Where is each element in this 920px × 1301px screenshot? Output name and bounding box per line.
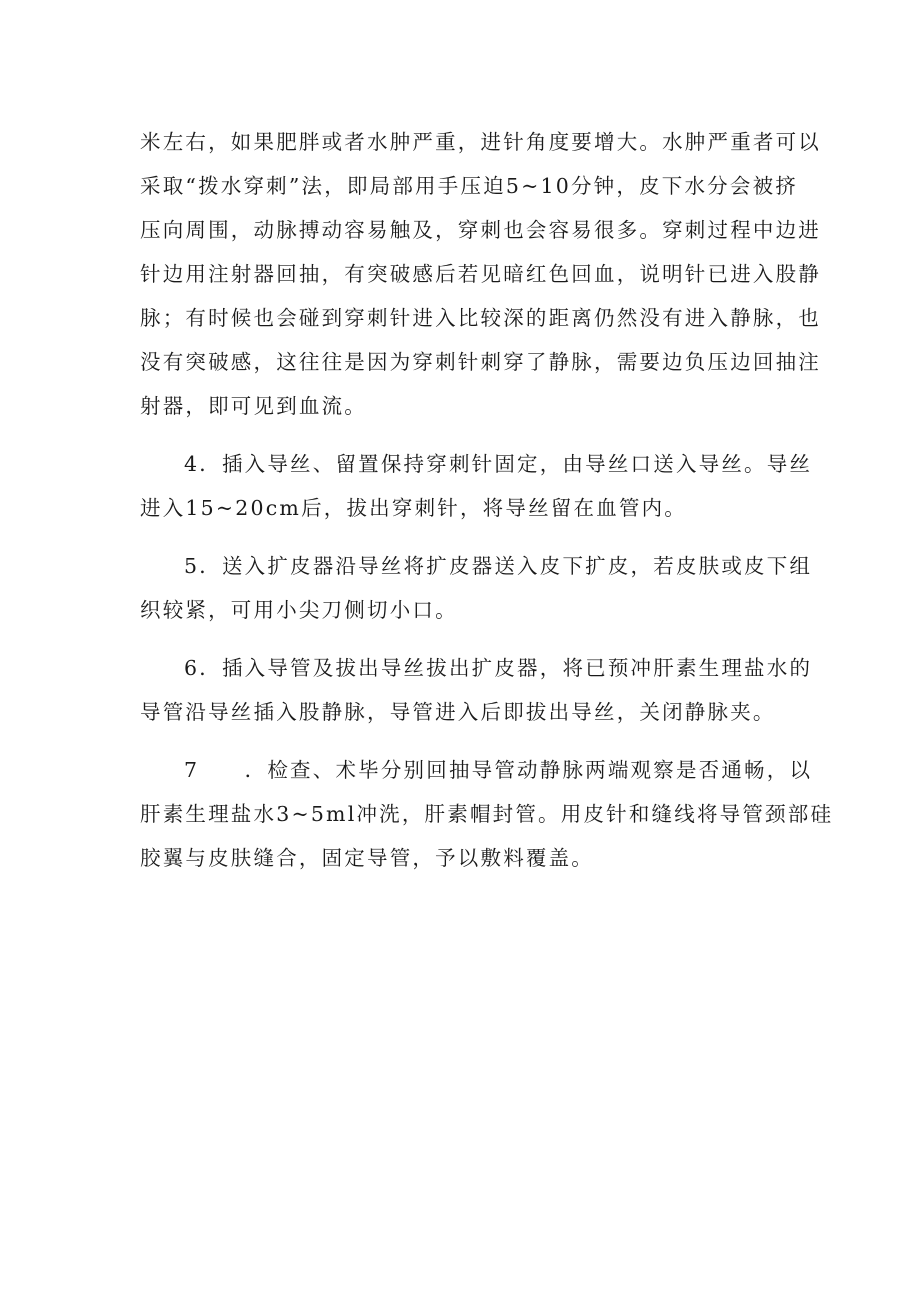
paragraph-gap (140, 530, 785, 544)
paragraph-gap (140, 734, 785, 748)
text-line: 压向周围，动脉搏动容易触及，穿刺也会容易很多。穿刺过程中边进 (140, 218, 821, 242)
text-line: 胶翼与皮肤缝合，固定导管，予以敷料覆盖。 (140, 846, 594, 870)
paragraph-step-4 (140, 442, 813, 530)
text-line: 织较紧，可用小尖刀侧切小口。 (140, 598, 458, 622)
paragraph-continuation (140, 120, 821, 428)
text-line: 射器，即可见到血流。 (140, 394, 367, 418)
paragraph-step-5 (140, 544, 813, 632)
text-line: 脉；有时候也会碰到穿刺针进入比较深的距离仍然没有进入静脉，也 (140, 306, 821, 330)
document-body (140, 120, 834, 880)
paragraph-gap (140, 632, 785, 646)
text-line: 4．插入导丝、留置保持穿刺针固定，由导丝口送入导丝。导丝 (184, 452, 813, 476)
text-line: 5．送入扩皮器沿导丝将扩皮器送入皮下扩皮，若皮肤或皮下组 (184, 554, 813, 578)
text-line: 导管沿导丝插入股静脉，导管进入后即拔出导丝，关闭静脉夹。 (140, 700, 776, 724)
text-line: 没有突破感，这往往是因为穿刺针刺穿了静脉，需要边负压边回抽注 (140, 350, 821, 374)
text-line: 肝素生理盐水3~5ml冲洗，肝素帽封管。用皮针和缝线将导管颈部硅 (140, 802, 834, 826)
text-line: 采取“拨水穿刺”法，即局部用手压迫5~10分钟，皮下水分会被挤 (140, 174, 798, 198)
text-line: 6．插入导管及拔出导丝拔出扩皮器，将已预冲肝素生理盐水的 (184, 656, 813, 680)
text-line: 针边用注射器回抽，有突破感后若见暗红色回血，说明针已进入股静 (140, 262, 821, 286)
paragraph-step-7 (140, 748, 834, 880)
paragraph-step-6 (140, 646, 813, 734)
text-line: 7 ．检查、术毕分别回抽导管动静脉两端观察是否通畅，以 (184, 758, 813, 782)
text-line: 进入15~20cm后，拔出穿刺针，将导丝留在血管内。 (140, 496, 687, 520)
text-line: 米左右，如果肥胖或者水肿严重，进针角度要增大。水肿严重者可以 (140, 130, 821, 154)
paragraph-gap (140, 428, 785, 442)
